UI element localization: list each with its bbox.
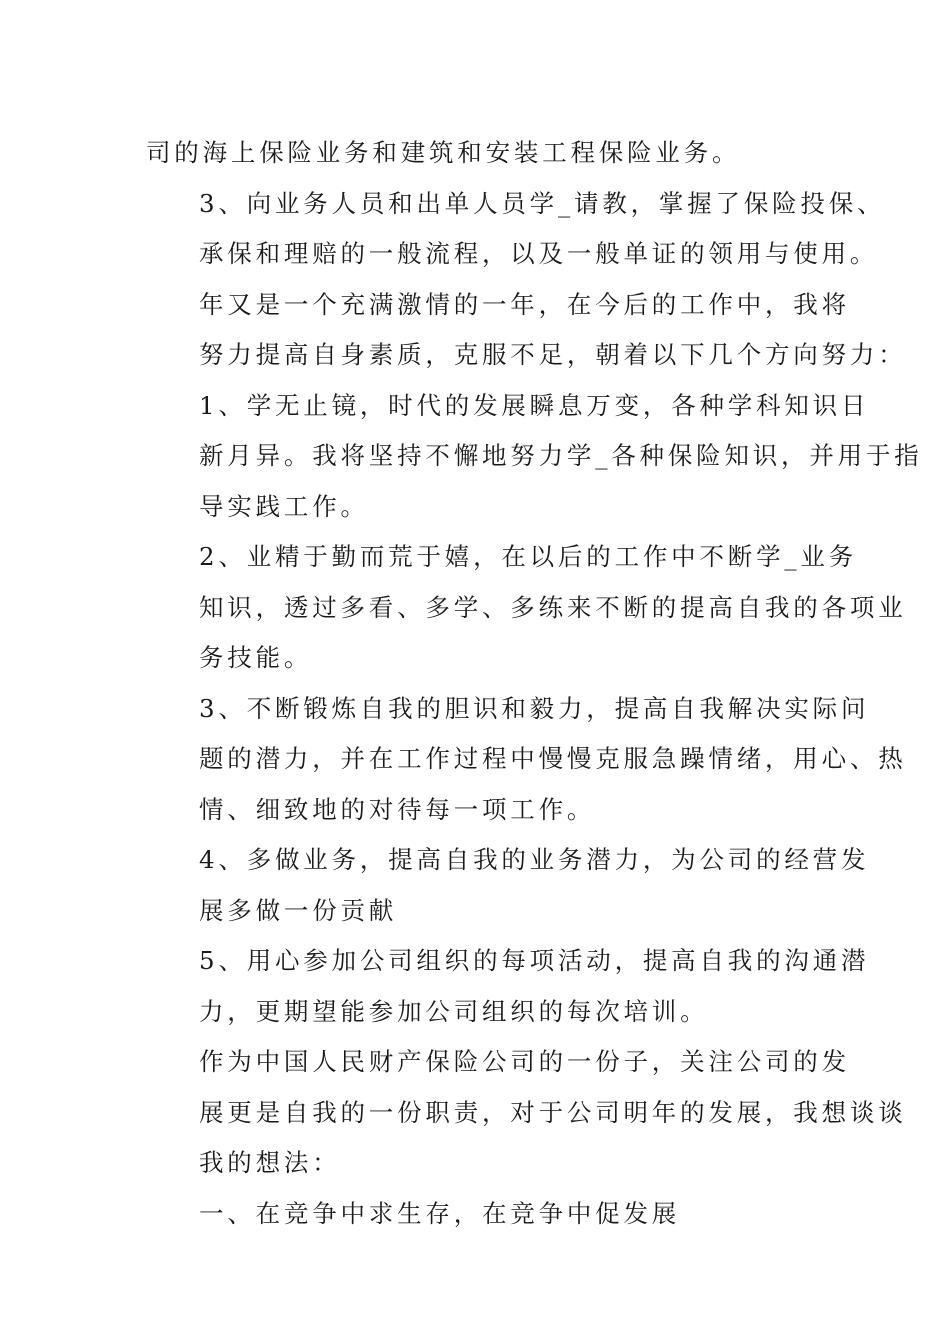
text-line: 2、业精于勤而荒于嬉，在以后的工作中不断学_业务 [199,542,858,571]
paragraph [146,1037,907,1189]
text-line: 我的想法： [199,1148,341,1177]
text-line: 努力提高自身素质，克服不足，朝着以下几个方向努力： [199,340,907,369]
text-line: 展更是自我的一份职责，对于公司明年的发展，我想谈谈 [199,1097,907,1127]
text-line: 4、多做业务，提高自我的业务潜力，为公司的经营发 [199,845,870,874]
text-line: 司的海上保险业务和建筑和安装工程保险业务。 [146,138,741,167]
text-line: 3、向业务人员和出单人员学_请教，掌握了保险投保、 [199,188,886,218]
paragraph [146,835,870,936]
paragraph [146,684,907,836]
text-line: 知识，透过多看、多学、多练来不断的提高自我的各项业 [199,592,907,622]
paragraph [146,128,806,179]
text-line: 一、在竞争中求生存，在竞争中促发展 [199,1198,681,1228]
text-line: 年又是一个充满激情的一年，在今后的工作中，我将 [199,289,850,319]
text-line: 导实践工作。 [199,491,369,521]
text-line: 3、不断锻炼自我的胆识和毅力，提高自我解决实际问 [199,693,870,723]
paragraph [146,936,870,1037]
text-line: 1、学无止镜，时代的发展瞬息万变，各种学科知识日 [199,390,870,420]
paragraph [146,381,923,533]
text-line: 作为中国人民财产保险公司的一份子，关注公司的发 [199,1047,850,1076]
text-line: 力，更期望能参加公司组织的每次培训。 [199,996,709,1026]
text-line: 新月异。我将坚持不懈地努力学_各种保险知识，并用于指 [199,441,923,470]
paragraph [146,280,907,381]
paragraph [146,179,886,280]
text-line: 展多做一份贡献 [199,895,398,925]
text-line: 情、细致地的对待每一项工作。 [199,794,596,824]
text-line: 题的潜力，并在工作过程中慢慢克服急躁情绪，用心、热 [199,744,907,773]
document-body [146,128,923,1239]
text-line: 5、用心参加公司组织的每项活动，提高自我的沟通潜 [199,946,870,975]
text-line: 务技能。 [199,643,313,672]
paragraph [146,532,907,684]
text-line: 承保和理赔的一般流程，以及一般单证的领用与使用。 [199,239,879,268]
paragraph [146,1189,806,1240]
